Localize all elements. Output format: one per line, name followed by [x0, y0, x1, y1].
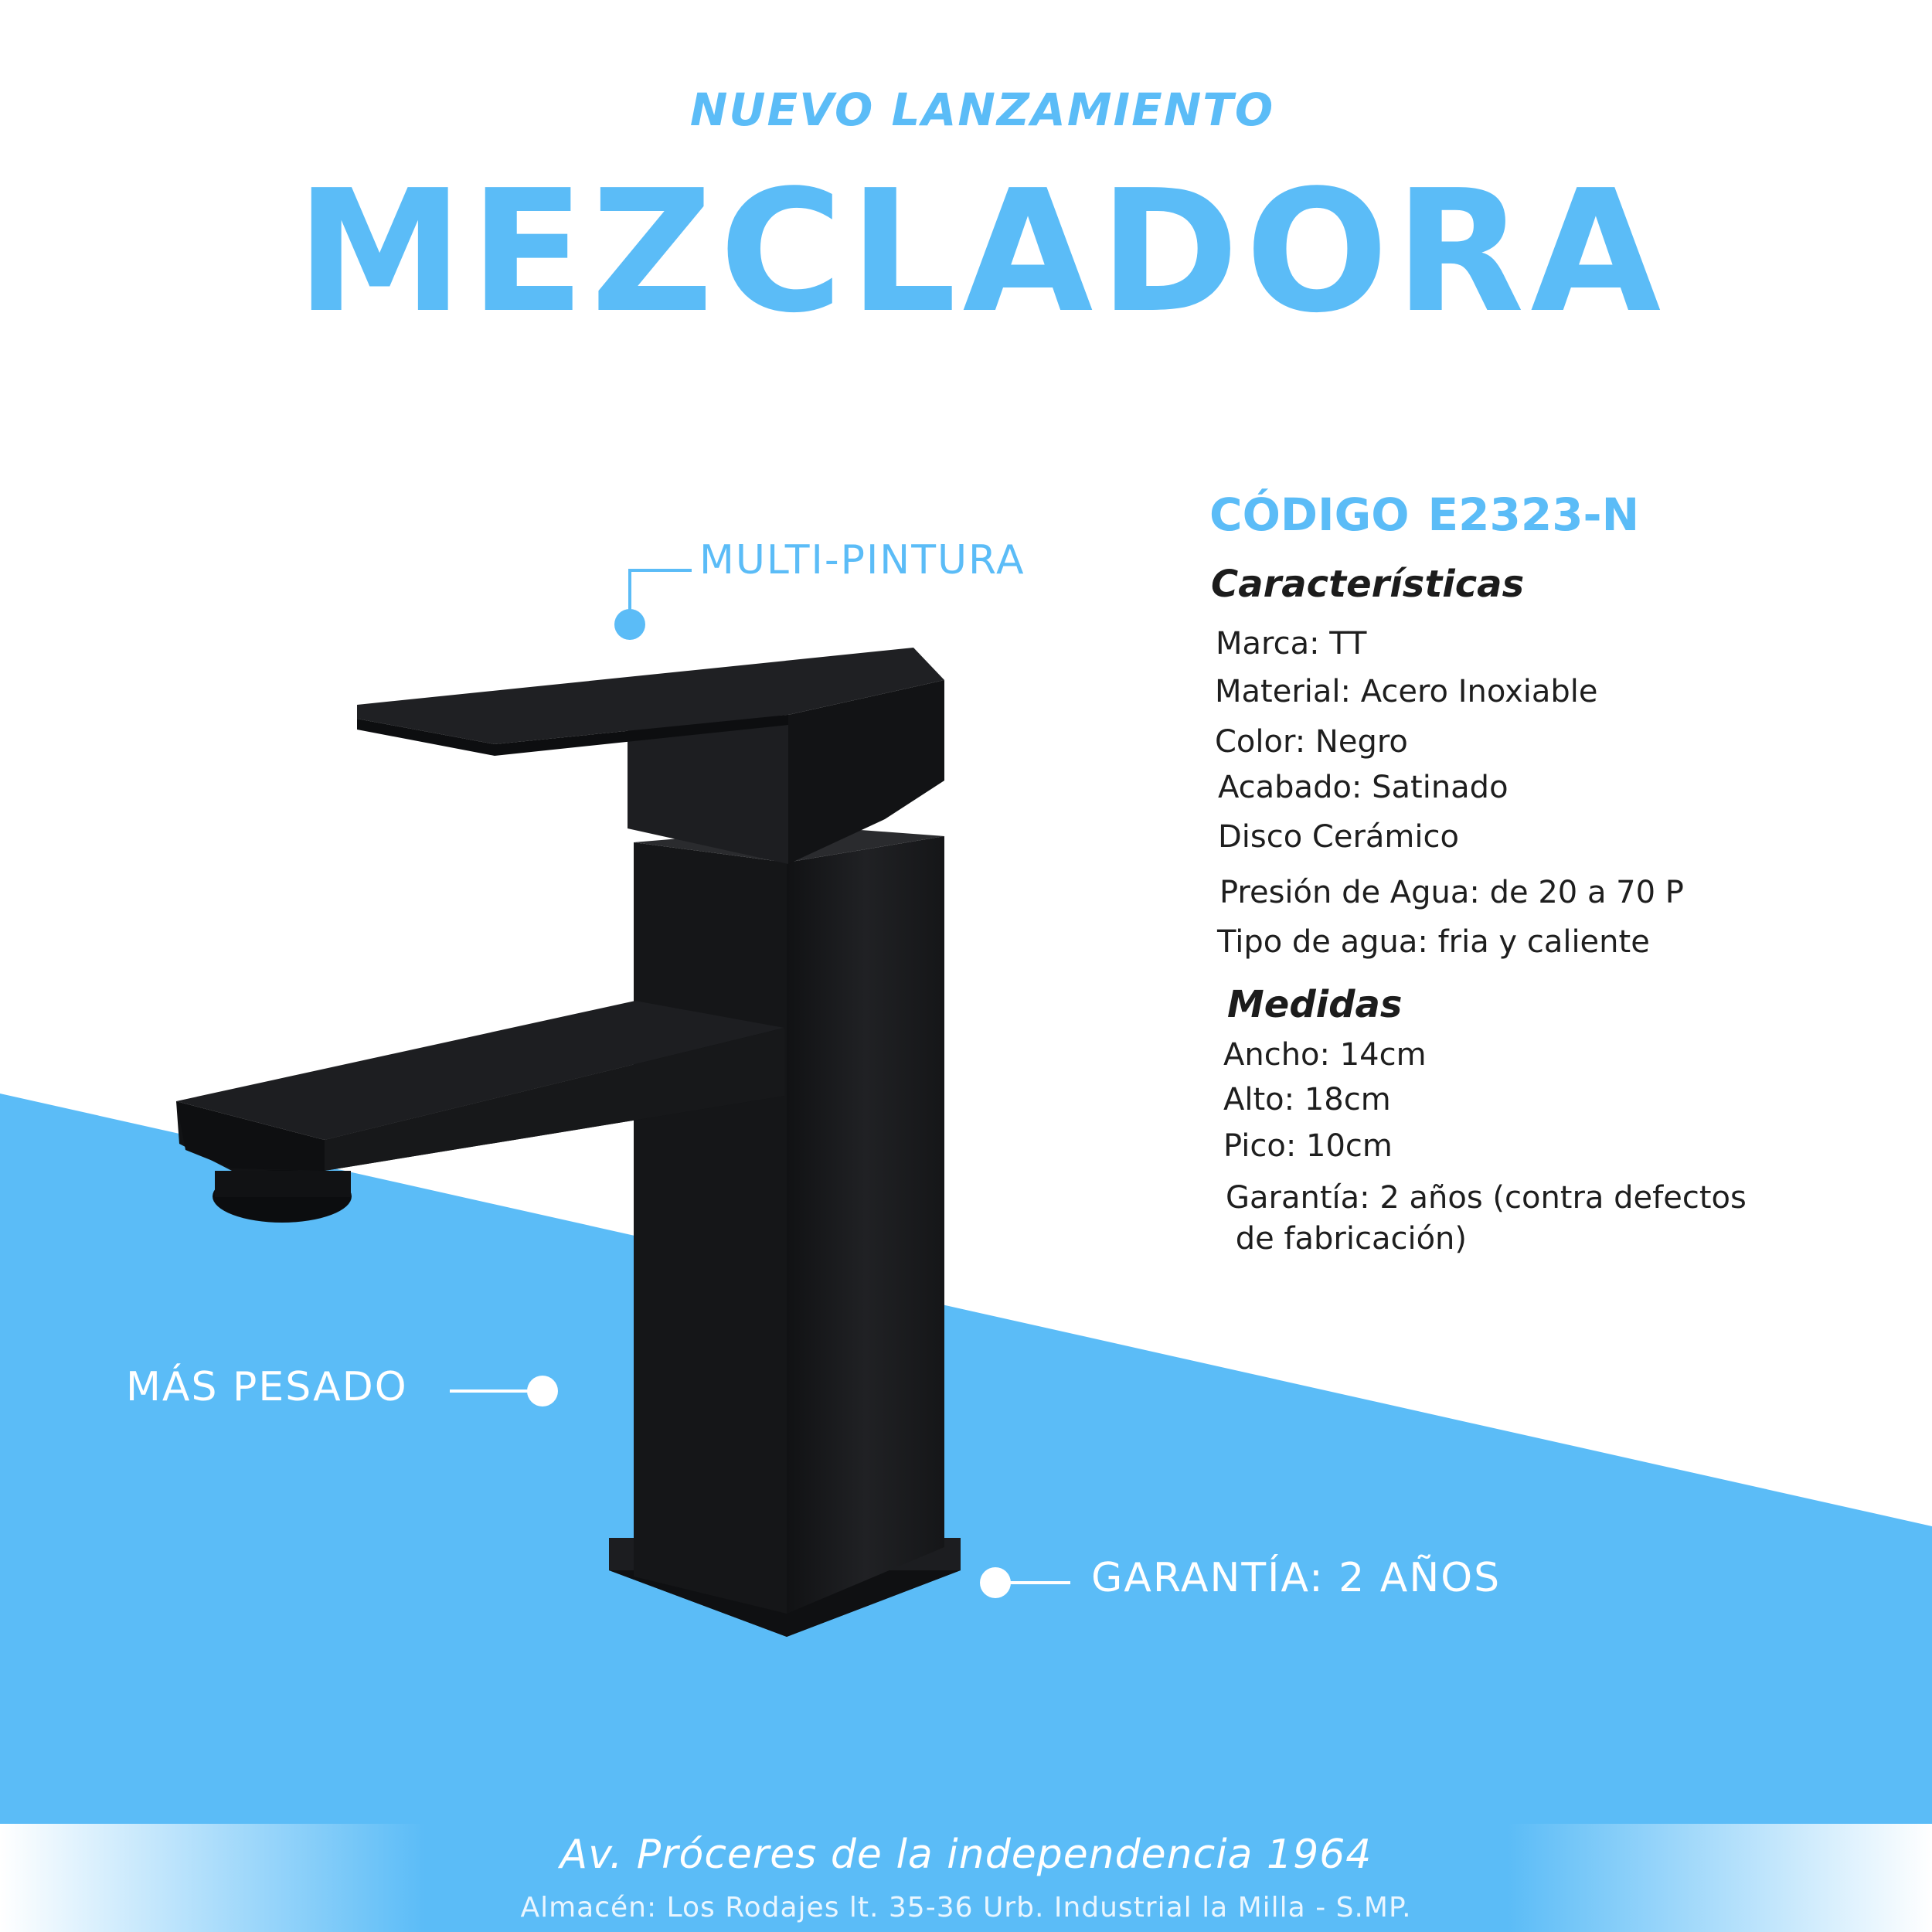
callout-paint-connector: [614, 570, 692, 640]
feature-item: Disco Cerámico: [1218, 819, 1459, 855]
product-code-value: E2323-N: [1427, 488, 1640, 541]
callout-dot-icon: [614, 609, 645, 640]
callout-dot-icon: [527, 1376, 558, 1406]
footer-warehouse: Almacén: Los Rodajes lt. 35-36 Urb. Industrial la Milla - S.MP.: [520, 1892, 1412, 1923]
measure-item: Garantía: 2 años (contra defectos: [1226, 1180, 1747, 1216]
callout-warranty-label: GARANTÍA: 2 AÑOS: [1091, 1555, 1502, 1601]
feature-item: Color: Negro: [1215, 724, 1408, 760]
callout-weight-label: MÁS PESADO: [126, 1364, 408, 1410]
features-heading: Características: [1211, 563, 1525, 606]
measure-item: Pico: 10cm: [1223, 1128, 1393, 1164]
feature-item: Material: Acero Inoxiable: [1215, 674, 1598, 709]
feature-item: Tipo de agua: fria y caliente: [1217, 924, 1650, 960]
feature-item: Acabado: Satinado: [1218, 770, 1509, 805]
footer-address: Av. Próceres de la independencia 1964: [560, 1832, 1372, 1878]
callout-dot-icon: [980, 1567, 1011, 1598]
measure-item: Ancho: 14cm: [1223, 1037, 1427, 1073]
page-title: MEZCLADORA: [295, 155, 1668, 350]
measure-item: Alto: 18cm: [1223, 1082, 1391, 1117]
product-code-label: CÓDIGO: [1209, 488, 1410, 541]
product-code: [1209, 488, 1639, 541]
callout-paint-label: MULTI-PINTURA: [699, 537, 1026, 583]
measures-heading: Medidas: [1227, 983, 1403, 1026]
feature-item: Marca: TT: [1216, 626, 1367, 662]
measure-item: de fabricación): [1226, 1221, 1468, 1257]
eyebrow-heading: NUEVO LANZAMIENTO: [689, 83, 1275, 136]
feature-item: Presión de Agua: de 20 a 70 P: [1219, 875, 1684, 910]
